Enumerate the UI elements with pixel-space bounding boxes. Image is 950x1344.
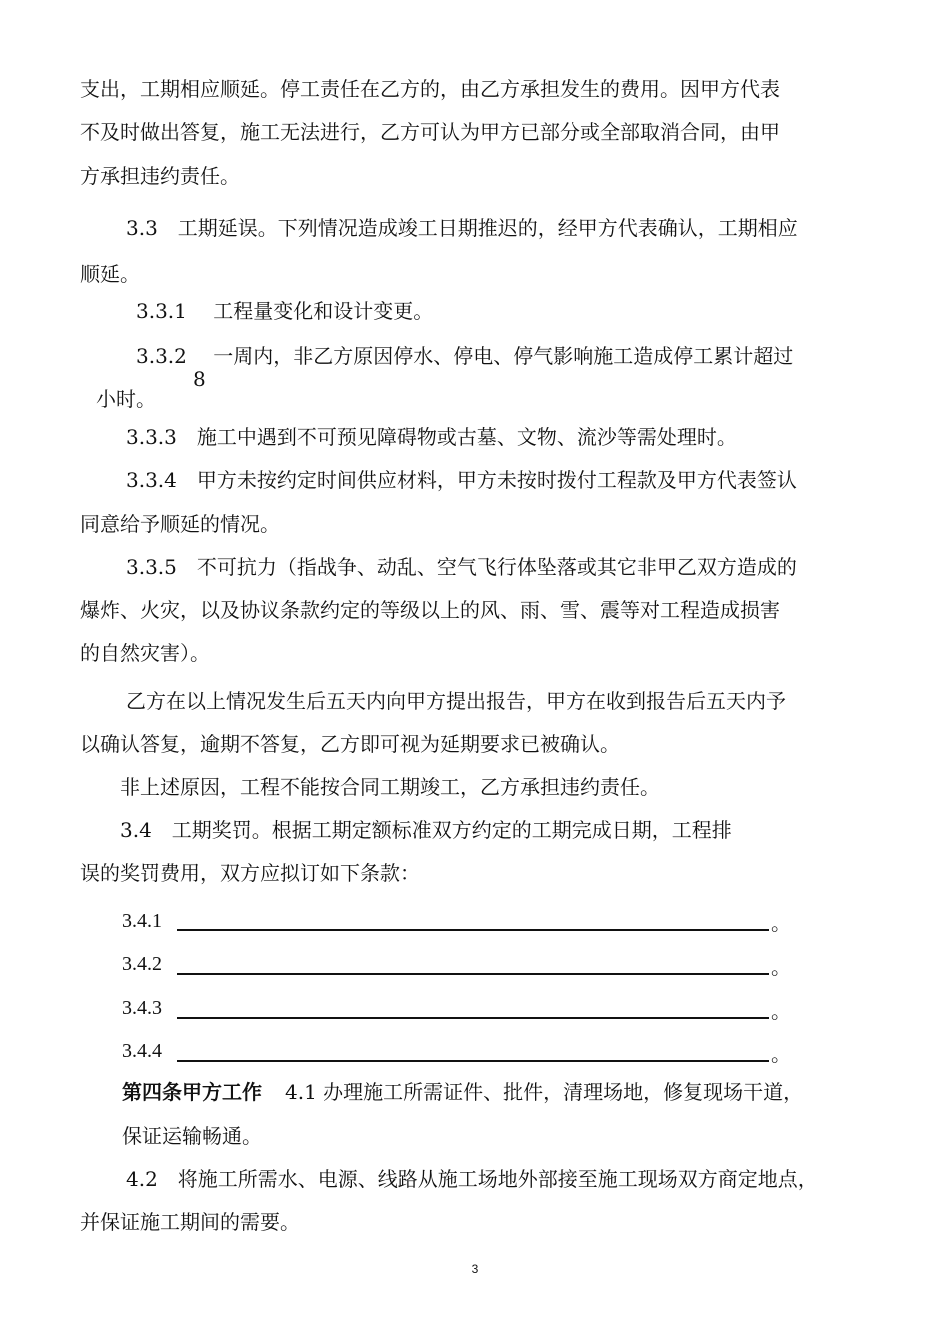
- blank-line[interactable]: [177, 973, 769, 975]
- section-heading: 第四条甲方工作: [122, 1080, 262, 1104]
- footnote-figure: 8: [193, 367, 206, 391]
- blank-end: 。: [771, 1042, 791, 1066]
- text-line: 小时。: [96, 387, 156, 411]
- text-line: 并保证施工期间的需要。: [80, 1210, 300, 1234]
- text-line: 支出，工期相应顺延。停工责任在乙方的，由乙方承担发生的费用。因甲方代表: [80, 77, 780, 101]
- text-line: 顺延。: [80, 262, 140, 286]
- text-line: 爆炸、火灾，以及协议条款约定的等级以上的风、雨、雪、震等对工程造成损害: [80, 598, 780, 622]
- text-line: 的自然灾害）。: [80, 641, 210, 665]
- blank-item-label: 3.4.2: [122, 953, 162, 975]
- page-number: 3: [471, 1262, 479, 1276]
- clause-3-3-4: 3.3.4 甲方未按约定时间供应材料，甲方未按时拨付工程款及甲方代表签认: [126, 468, 797, 492]
- blank-end: 。: [771, 999, 791, 1023]
- text-line: 乙方在以上情况发生后五天内向甲方提出报告，甲方在收到报告后五天内予: [126, 689, 786, 713]
- blank-item-label: 3.4.1: [122, 910, 162, 932]
- blank-end: 。: [771, 955, 791, 979]
- clause-3-3-1: 3.3.1 工程量变化和设计变更。: [136, 299, 434, 323]
- blank-line[interactable]: [177, 929, 769, 931]
- text-line: 方承担违约责任。: [80, 164, 240, 188]
- clause-4-2: 4.2 将施工所需水、电源、线路从施工场地外部接至施工现场双方商定地点，: [126, 1167, 818, 1191]
- clause-3-3-3: 3.3.3 施工中遇到不可预见障碍物或古墓、文物、流沙等需处理时。: [126, 425, 737, 449]
- text-line: 同意给予顺延的情况。: [80, 512, 280, 536]
- text-line: 以确认答复，逾期不答复，乙方即可视为延期要求已被确认。: [80, 732, 620, 756]
- clause-3-3-5: 3.3.5 不可抗力（指战争、动乱、空气飞行体坠落或其它非甲乙双方造成的: [126, 555, 797, 579]
- blank-line[interactable]: [177, 1017, 769, 1019]
- blank-item-label: 3.4.4: [122, 1040, 162, 1062]
- text-line: 保证运输畅通。: [122, 1124, 262, 1148]
- clause-4-1: 4.1 办理施工所需证件、批件，清理场地，修复现场干道，: [285, 1080, 804, 1104]
- text-line: 不及时做出答复，施工无法进行，乙方可认为甲方已部分或全部取消合同，由甲: [80, 120, 780, 144]
- blank-end: 。: [771, 911, 791, 935]
- blank-line[interactable]: [177, 1060, 769, 1062]
- clause-3-3-2: 3.3.2 一周内，非乙方原因停水、停电、停气影响施工造成停工累计超过: [136, 344, 794, 368]
- clause-3-3: 3.3 工期延误。下列情况造成竣工日期推迟的，经甲方代表确认，工期相应: [126, 216, 798, 240]
- clause-3-4: 3.4 工期奖罚。根据工期定额标准双方约定的工期完成日期，工程排: [120, 818, 732, 842]
- blank-item-label: 3.4.3: [122, 997, 162, 1019]
- text-line: 非上述原因，工程不能按合同工期竣工，乙方承担违约责任。: [120, 775, 660, 799]
- text-line: 误的奖罚费用，双方应拟订如下条款：: [80, 861, 420, 885]
